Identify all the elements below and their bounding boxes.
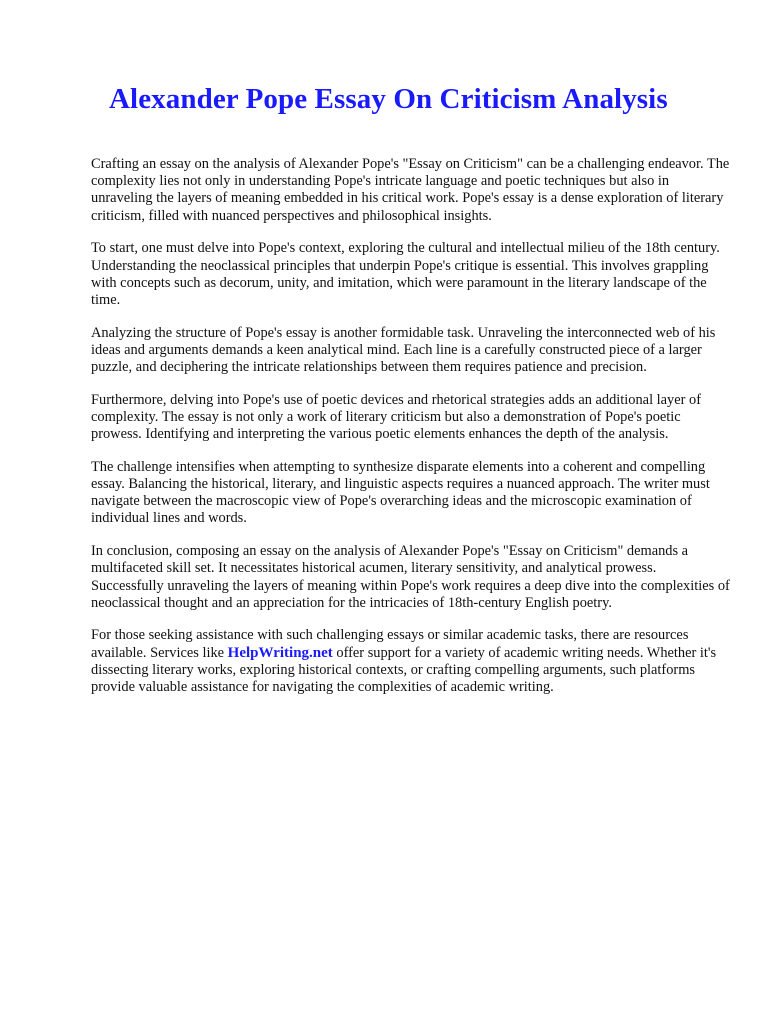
assistance-text-after: offer support for a variety of academic writing needs. Whether it's dissecting literary works, exploring historical contexts, or crafting compelling arguments, such platforms provide valuable assistance for navigating the complexities of academic writing. [91,644,717,696]
helpwriting-link[interactable]: HelpWriting.net [227,644,333,661]
assistance-text-before: For those seeking assistance with such challenging essays or similar academic tasks, there are resources available. Services like [91,627,689,661]
paragraph-structure: Analyzing the structure of Pope's essay is another formidable task. Unraveling the interconnected web of his ideas and arguments demands a keen analytical mind. Each line is a carefully constructed piece of a larger puzzle, and deciphering the intricate relationships between them requires patience and precision. [91,324,716,376]
paragraph-assistance [91,627,731,696]
paragraph-synthesis: The challenge intensifies when attempting to synthesize disparate elements into a coherent and compelling essay. Balancing the historical, literary, and linguistic aspects requires a nuanced approach. The writer must navigate between the macroscopic view of Pope's overarching ideas and the microscopic examination of individual lines and words. [91,458,710,527]
document-body [91,156,731,696]
paragraph-context: To start, one must delve into Pope's context, exploring the cultural and intellectual milieu of the 18th century. Understanding the neoclassical principles that underpin Pope's critique is essential. This involves grappling with concepts such as decorum, unity, and imitation, which were paramount in the literary landscape of the time. [91,240,720,308]
paragraph-conclusion: In conclusion, composing an essay on the analysis of Alexander Pope's "Essay on Criticism" demands a multifaceted skill set. It necessitates historical acumen, literary sensitivity, and analytical prowess. Successfully unraveling the layers of meaning within Pope's work requires a deep dive into the complexities of neoclassical thought and an appreciation for the intricacies of 18th-century English poetry. [91,543,730,611]
paragraph-poetic-devices: Furthermore, delving into Pope's use of poetic devices and rhetorical strategies adds an additional layer of complexity. The essay is not only a work of literary criticism but also a demonstration of Pope's poetic prowess. Identifying and interpreting the various poetic elements enhances the depth of the analysis. [91,391,702,443]
document-title: Alexander Pope Essay On Criticism Analysis [109,83,668,115]
paragraph-intro: Crafting an essay on the analysis of Alexander Pope's "Essay on Criticism" can be a challenging endeavor. The complexity lies not only in understanding Pope's intricate language and poetic techniques but also in unraveling the layers of meaning embedded in his critical work. Pope's essay is a dense exploration of literary criticism, filled with nuanced perspectives and philosophical insights. [91,156,730,224]
